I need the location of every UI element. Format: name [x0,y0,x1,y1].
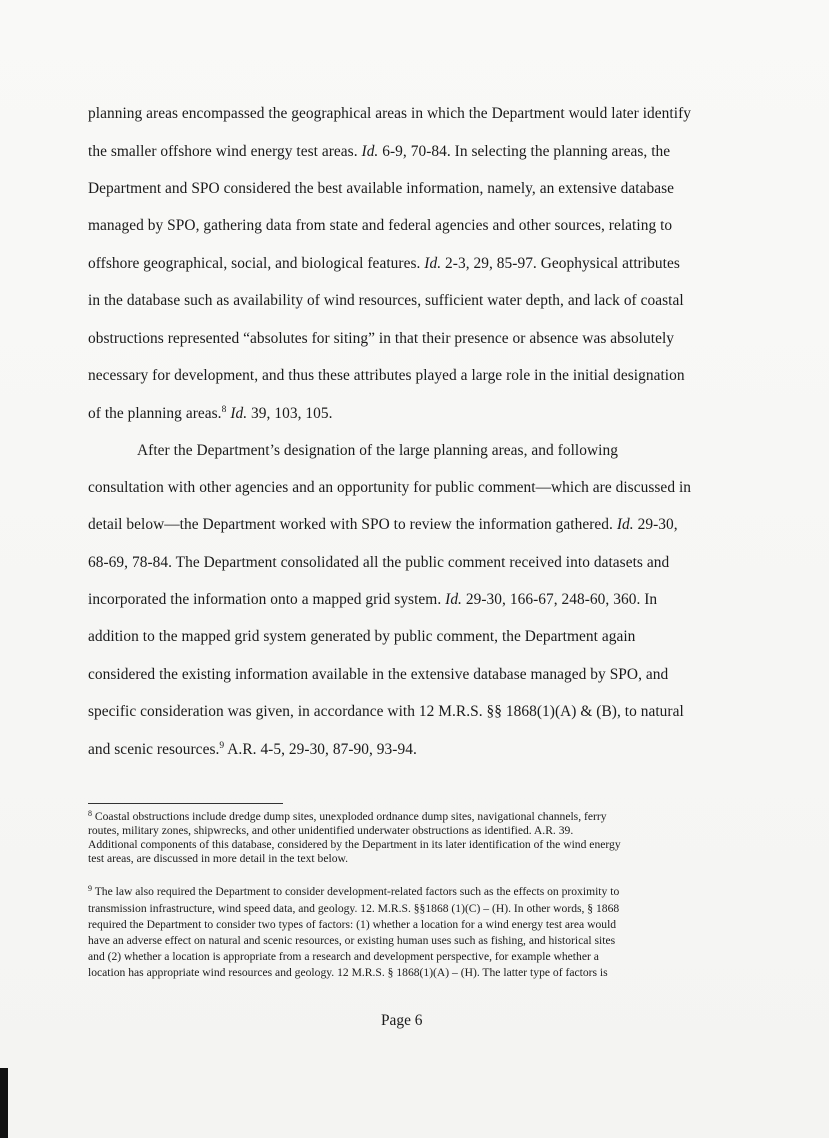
citation-id: Id. [424,255,442,272]
page-number: Page 6 [381,1012,423,1029]
citation-id: Id. [616,516,634,533]
body-line: the smaller offshore wind energy test areas. Id. 6-9, 70-84. In selecting the planning areas, the [88,143,671,160]
footnote-8-line: $^8$ Coastal obstructions include dredge dump sites, unexploded ordnance dump sites, navigational channels, ferry [88,809,607,823]
body-line: detail below—the Department worked with SPO to review the information gathered. Id. 29-30, [88,516,678,533]
body-line: of the planning areas.$^8$ Id. 39, 103, 105. [88,405,333,422]
footnote-9-line: location has appropriate wind resources and geology. 12 M.R.S. § 1868(1)(A) – (H). The latter type of factors is [88,966,608,979]
footnote-8-line: test areas, are discussed in more detail in the text below. [88,852,349,865]
footnote-ref-8: 8 [221,405,227,415]
body-line: addition to the mapped grid system generated by public comment, the Department again [88,628,636,645]
body-line: Department and SPO considered the best available information, namely, an extensive database [88,180,675,197]
body-line: and scenic resources.$^9$ A.R. 4-5, 29-30, 87-90, 93-94. [88,741,417,758]
footnote-9-line: have an adverse effect on natural and scenic resources, or existing human uses such as fishing, and historical sites [88,934,616,947]
body-line: in the database such as availability of wind resources, sufficient water depth, and lack of coastal [88,292,684,309]
citation-id: Id. [230,405,248,422]
footnote-9-line: $^9$ The law also required the Department to consider development-related factors such as the effects on proximity to [88,884,620,898]
body-line: After the Department’s designation of the large planning areas, and following [137,442,618,459]
footnote-9-line: and (2) whether a location is appropriate from a research and development perspective, for example whether a [88,950,599,963]
footnote-8-line: Additional components of this database, considered by the Department in its later identification of the wind energy [88,838,621,851]
citation-id: Id. [361,143,379,160]
scan-edge-shadow [0,1068,8,1138]
footnote-9-line: transmission infrastructure, wind speed data, and geology. 12. M.R.S. §§1868 (1)(C) – (H). In other words, § 1868 [88,902,620,915]
body-line: consultation with other agencies and an opportunity for public comment—which are discussed in [88,479,692,496]
footnote-marker-8: 8 [88,809,92,818]
footnote-marker-9: 9 [88,884,92,893]
body-line: necessary for development, and thus these attributes played a large role in the initial designation [88,367,685,384]
body-line: considered the existing information available in the extensive database managed by SPO, and [88,666,669,683]
body-line: 68-69, 78-84. The Department consolidated all the public comment received into datasets and [88,554,670,571]
footnote-ref-9: 9 [219,741,225,751]
footnote-8-line: routes, military zones, shipwrecks, and other unidentified underwater obstructions as identified. A.R. 39. [88,824,574,837]
footnote-9-line: required the Department to consider two types of factors: (1) whether a location for a wind energy test area would [88,918,617,931]
body-line: offshore geographical, social, and biological features. Id. 2-3, 29, 85-97. Geophysical attributes [88,255,680,272]
footnote-separator [88,803,283,804]
citation-id: Id. [445,591,462,608]
body-line: planning areas encompassed the geographical areas in which the Department would later identify [88,105,692,122]
body-line: incorporated the information onto a mapped grid system. Id. 29-30, 166-67, 248-60, 360. In [88,591,658,608]
body-line: managed by SPO, gathering data from state and federal agencies and other sources, relating to [88,217,673,234]
body-line: obstructions represented “absolutes for siting” in that their presence or absence was absolutely [88,330,675,347]
body-line: specific consideration was given, in accordance with 12 M.R.S. §§ 1868(1)(A) & (B), to natural [88,703,684,720]
